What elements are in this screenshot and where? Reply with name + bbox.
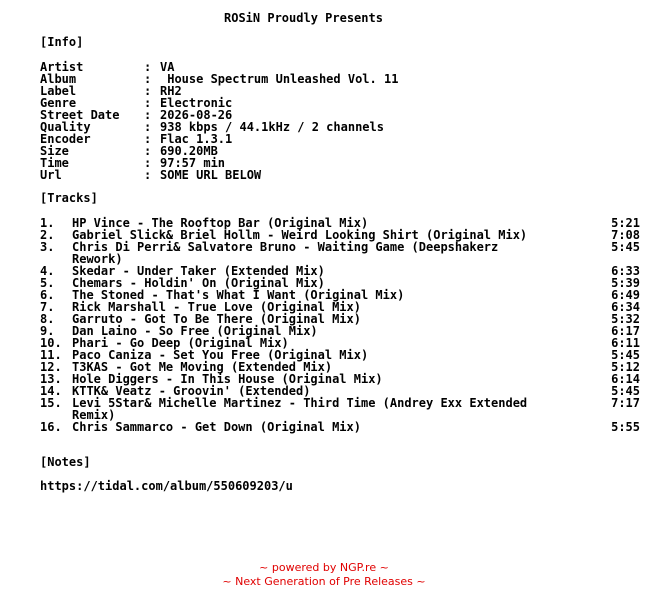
info-value: RH2 (160, 84, 182, 98)
info-separator: : (144, 108, 152, 122)
track-number: 10. (40, 336, 62, 350)
tracks-heading: [Tracks] (40, 191, 98, 205)
track-number: 12. (40, 360, 62, 374)
track-title: KTTK& Veatz - Groovin' (Extended) (72, 384, 311, 398)
info-separator: : (144, 72, 152, 86)
info-separator: : (144, 144, 152, 158)
info-value: SOME URL BELOW (160, 168, 262, 182)
footer-tagline: ~ Next Generation of Pre Releases ~ (222, 575, 426, 588)
track-title: Phari - Go Deep (Original Mix) (72, 336, 289, 350)
info-value: 2026-08-26 (160, 108, 233, 122)
track-duration: 5:39 (611, 276, 640, 290)
info-separator: : (144, 60, 152, 74)
track-duration: 5:45 (611, 240, 640, 254)
info-separator: : (144, 120, 152, 134)
info-key: Size (40, 144, 69, 158)
info-value: Flac 1.3.1 (160, 132, 233, 146)
track-number: 2. (40, 228, 55, 242)
track-title: Hole Diggers - In This House (Original Mix) (72, 372, 383, 386)
info-value: Electronic (160, 96, 233, 110)
track-title: Rick Marshall - True Love (Original Mix) (72, 300, 361, 314)
track-number: 4. (40, 264, 55, 278)
track-number: 16. (40, 420, 62, 434)
track-number: 9. (40, 324, 55, 338)
info-value: VA (160, 60, 175, 74)
info-separator: : (144, 156, 152, 170)
info-value: 938 kbps / 44.1kHz / 2 channels (160, 120, 384, 134)
track-duration: 5:45 (611, 348, 640, 362)
track-title: Remix) (72, 408, 116, 422)
track-title: Skedar - Under Taker (Extended Mix) (72, 264, 325, 278)
info-heading: [Info] (40, 35, 84, 49)
track-title: Chemars - Holdin' On (Original Mix) (72, 276, 325, 290)
track-title: The Stoned - That's What I Want (Original Mix) (72, 288, 405, 302)
track-duration: 7:08 (611, 228, 640, 242)
track-duration: 6:11 (611, 336, 640, 350)
info-key: Time (40, 156, 69, 170)
info-value: House Spectrum Unleashed Vol. 11 (160, 72, 399, 86)
footer-powered-by: ~ powered by NGP.re ~ (259, 561, 389, 574)
track-number: 7. (40, 300, 55, 314)
track-duration: 6:17 (611, 324, 640, 338)
track-number: 3. (40, 240, 55, 254)
track-number: 5. (40, 276, 55, 290)
info-key: Quality (40, 120, 91, 134)
track-number: 6. (40, 288, 55, 302)
track-title: Levi 5Star& Michelle Martinez - Third Time (Andrey Exx Extended (72, 396, 528, 410)
notes-url: https://tidal.com/album/550609203/u (40, 479, 293, 493)
track-title: Gabriel Slick& Briel Hollm - Weird Looking Shirt (Original Mix) (72, 228, 528, 242)
info-separator: : (144, 168, 152, 182)
track-title: T3KAS - Got Me Moving (Extended Mix) (72, 360, 333, 374)
track-duration: 6:14 (611, 372, 640, 386)
info-key: Encoder (40, 132, 91, 146)
track-duration: 6:33 (611, 264, 640, 278)
info-value: 690.20MB (160, 144, 218, 158)
track-number: 8. (40, 312, 55, 326)
info-key: Genre (40, 96, 77, 110)
track-duration: 5:55 (611, 420, 640, 434)
track-number: 14. (40, 384, 62, 398)
track-title: Chris Di Perri& Salvatore Bruno - Waiting Game (Deepshakerz (72, 240, 499, 254)
info-key: Street Date (40, 108, 120, 122)
track-duration: 5:21 (611, 216, 640, 230)
info-separator: : (144, 84, 152, 98)
track-duration: 5:45 (611, 384, 640, 398)
track-number: 13. (40, 372, 62, 386)
track-title: Rework) (72, 252, 123, 266)
track-duration: 6:49 (611, 288, 640, 302)
track-number: 15. (40, 396, 62, 410)
track-duration: 6:34 (611, 300, 640, 314)
track-number: 1. (40, 216, 55, 230)
notes-heading: [Notes] (40, 455, 91, 469)
track-number: 11. (40, 348, 62, 362)
info-key: Label (40, 84, 77, 98)
track-duration: 5:32 (611, 312, 640, 326)
info-key: Artist (40, 60, 84, 74)
info-separator: : (144, 132, 152, 146)
info-value: 97:57 min (160, 156, 226, 170)
track-title: HP Vince - The Rooftop Bar (Original Mix) (72, 216, 369, 230)
track-title: Dan Laino - So Free (Original Mix) (72, 324, 318, 338)
track-title: Paco Caniza - Set You Free (Original Mix) (72, 348, 369, 362)
info-key: Url (40, 168, 62, 182)
track-duration: 7:17 (611, 396, 640, 410)
info-key: Album (40, 72, 77, 86)
track-title: Chris Sammarco - Get Down (Original Mix) (72, 420, 361, 434)
info-separator: : (144, 96, 152, 110)
track-title: Garruto - Got To Be There (Original Mix) (72, 312, 361, 326)
release-header: ROSiN Proudly Presents (224, 11, 383, 25)
track-duration: 5:12 (611, 360, 640, 374)
